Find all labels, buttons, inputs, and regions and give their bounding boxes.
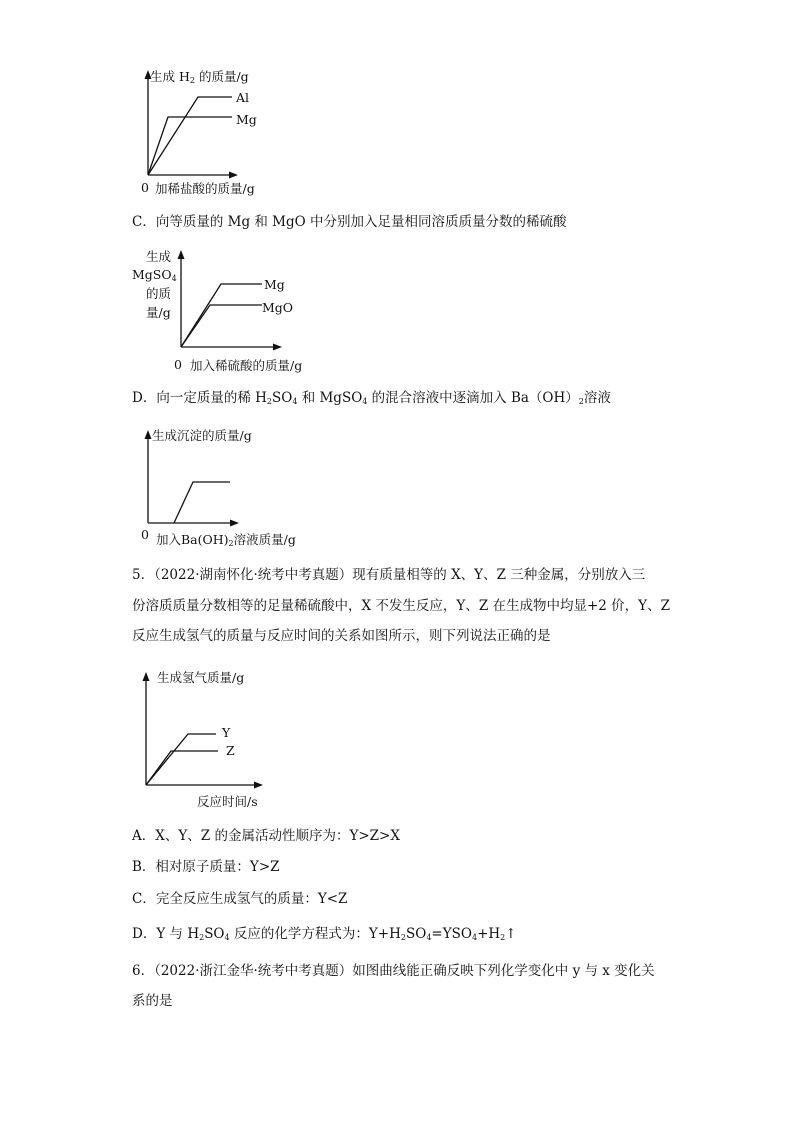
fig-b-y-label: 生成 $H_2$ 的质量/g	[150, 69, 249, 85]
option-c-text: C．向等质量的 Mg 和 MgO 中分别加入足量相同溶质质量分数的稀硫酸	[132, 214, 567, 230]
q5-option-c: C．完全反应生成氢气的质量：Y<Z	[132, 891, 348, 907]
q5-option-a: A．X、Y、Z 的金属活动性顺序为：Y>Z>X	[132, 828, 400, 844]
fig-d-origin: 0	[141, 527, 149, 542]
q5-option-d: D．Y 与 $H_2SO_4$ 反应的化学方程式为：$Y+H_2SO_4=YSO_4+H_2↑$	[132, 926, 517, 942]
q5-fig-x-arrow	[254, 782, 263, 789]
q5-fig-line-z	[146, 751, 218, 785]
q5-fig-y-arrow	[143, 672, 150, 681]
q5-line-3: 反应生成氢气的质量与反应时间的关系如图所示，则下列说法正确的是	[132, 628, 551, 644]
fig-c-y-label-1: 生成	[146, 249, 172, 264]
fig-c-origin: 0	[174, 357, 182, 372]
fig-d-x-label: 加入$Ba(OH)_2$溶液质量/g	[156, 532, 296, 548]
q5-fig-line-y	[146, 734, 216, 785]
q5-fig-x-label: 反应时间/s	[197, 794, 258, 809]
fig-c-y-label-2: MgSO$_4$	[132, 267, 177, 283]
fig-c-series-mg: Mg	[264, 277, 285, 292]
q5-line-1: 5．（2022·湖南怀化·统考中考真题）现有质量相等的 X、Y、Z 三种金属，分别放入三	[132, 567, 646, 583]
q5-fig-series-z: Z	[226, 743, 235, 758]
fig-d-y-label: 生成沉淀的质量/g	[152, 428, 252, 443]
q6-line-1: 6．（2022·浙江金华·统考中考真题）如图曲线能正确反映下列化学变化中 y 与 x 变化关	[132, 963, 655, 979]
q6-line-2: 系的是	[132, 993, 173, 1009]
fig-b-origin: 0	[141, 180, 149, 195]
q5-option-b: B．相对原子质量：Y>Z	[132, 859, 280, 875]
fig-c-x-label: 加入稀硫酸的质量/g	[190, 358, 303, 373]
q5-fig-y-label: 生成氢气质量/g	[157, 670, 245, 685]
q5-fig-series-y: Y	[222, 725, 231, 740]
fig-c-series-mgo: MgO	[262, 300, 294, 315]
q5-line-2: 份溶质质量分数相等的足量稀硫酸中，X 不发生反应，Y、Z 在生成物中均显+2 价，Y、Z	[132, 598, 670, 614]
fig-c-y-label-4: 量/g	[146, 305, 171, 320]
fig-b-series-al: Al	[236, 90, 250, 105]
fig-b-x-label: 加稀盐酸的质量/g	[155, 181, 255, 196]
fig-b-series-mg: Mg	[236, 112, 257, 127]
fig-c-y-label-3: 的质	[146, 286, 172, 301]
option-d-text: D．向一定质量的稀 $H_2SO_4$ 和 MgSO$_4$ 的混合溶液中逐滴加入 $Ba(OH)_2$溶液	[132, 390, 611, 406]
